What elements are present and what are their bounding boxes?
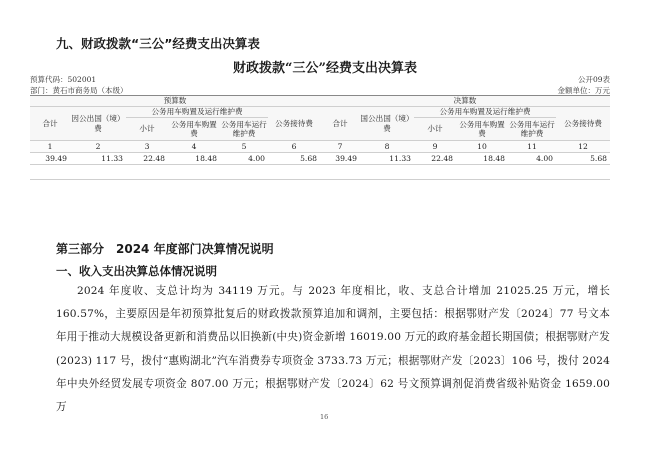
col-header: 公务用车购置费 bbox=[168, 118, 220, 141]
col-header: 合计 bbox=[320, 107, 360, 141]
col-number: 3 bbox=[126, 141, 168, 153]
header-vehicle-final: 公务用车购置及运行维护费 bbox=[414, 107, 556, 118]
header-final: 决算数 bbox=[320, 96, 610, 107]
table-title: 财政拨款“三公”经费支出决算表 bbox=[233, 61, 417, 76]
section-title: 九、财政拨款“三公”经费支出决算表 bbox=[56, 36, 260, 51]
col-number: 11 bbox=[508, 141, 556, 153]
empty-row bbox=[30, 165, 610, 180]
col-header: 国公出国（境）费 bbox=[360, 107, 414, 141]
col-number: 5 bbox=[220, 141, 268, 153]
table-cell: 5.68 bbox=[556, 153, 610, 165]
col-header: 公务用车运行维护费 bbox=[220, 118, 268, 141]
table-cell: 39.49 bbox=[30, 153, 70, 165]
header-vehicle-budget: 公务用车购置及运行维护费 bbox=[126, 107, 268, 118]
table-cell: 5.68 bbox=[268, 153, 320, 165]
col-header: 公务用车运行维护费 bbox=[508, 118, 556, 141]
table-cell: 18.48 bbox=[456, 153, 508, 165]
col-header: 公务用车购置费 bbox=[456, 118, 508, 141]
table-cell: 11.33 bbox=[360, 153, 414, 165]
col-header: 小计 bbox=[126, 118, 168, 141]
col-number: 12 bbox=[556, 141, 610, 153]
col-header: 小计 bbox=[414, 118, 456, 141]
form-number: 公开09表 bbox=[577, 75, 610, 84]
body-paragraph: 2024 年度收、支总计均为 34119 万元。与 2023 年度相比，收、支总合计增加 21025.25 万元，增长 160.57%，主要原因是年初预算批复后的财政拨款预算追加和调剂，主要包括：根据鄂财产发〔2024〕77 号文本年用于推动大规模设备更新和消费品以旧换新(中央)资金新增 16019.00 万元的政府基金超长期国债；根据鄂财产发(2023) 117 号，拨付“惠购湖北”汽车消费券专项资金 3733.73 万元；根据鄂财产发〔2023〕106 号，拨付 2024 年中央外经贸发展专项资金 807.00 万元；根据鄂财产发〔2024〕62 号文预算调剂促消费省级补贴资金 1659.00 万 bbox=[56, 285, 610, 414]
three-public-expense-table bbox=[30, 96, 610, 180]
table-cell: 39.49 bbox=[320, 153, 360, 165]
col-number: 9 bbox=[414, 141, 456, 153]
header-budget: 预算数 bbox=[30, 96, 320, 107]
table-cell: 11.33 bbox=[70, 153, 126, 165]
page-number: 16 bbox=[320, 413, 329, 421]
col-number: 6 bbox=[268, 141, 320, 153]
col-header: 公务接待费 bbox=[268, 107, 320, 141]
col-number: 1 bbox=[30, 141, 70, 153]
table-cell: 22.48 bbox=[126, 153, 168, 165]
part-title: 第三部分 2024 年度部门决算情况说明 bbox=[56, 242, 274, 256]
col-header: 因公出国（境）费 bbox=[70, 107, 126, 141]
col-number: 7 bbox=[320, 141, 360, 153]
col-number: 2 bbox=[70, 141, 126, 153]
table-cell: 18.48 bbox=[168, 153, 220, 165]
col-header: 合计 bbox=[30, 107, 70, 141]
amount-unit: 金额单位：万元 bbox=[557, 86, 610, 95]
table-cell: 4.00 bbox=[508, 153, 556, 165]
col-number: 10 bbox=[456, 141, 508, 153]
col-number: 8 bbox=[360, 141, 414, 153]
table-cell: 22.48 bbox=[414, 153, 456, 165]
subsection-title: 一、收入支出决算总体情况说明 bbox=[56, 264, 217, 278]
budget-code: 预算代码：502001 bbox=[30, 75, 97, 84]
table-cell: 4.00 bbox=[220, 153, 268, 165]
col-header: 公务接待费 bbox=[556, 107, 610, 141]
col-number: 4 bbox=[168, 141, 220, 153]
department-label: 部门：黄石市商务局（本级） bbox=[30, 86, 128, 95]
